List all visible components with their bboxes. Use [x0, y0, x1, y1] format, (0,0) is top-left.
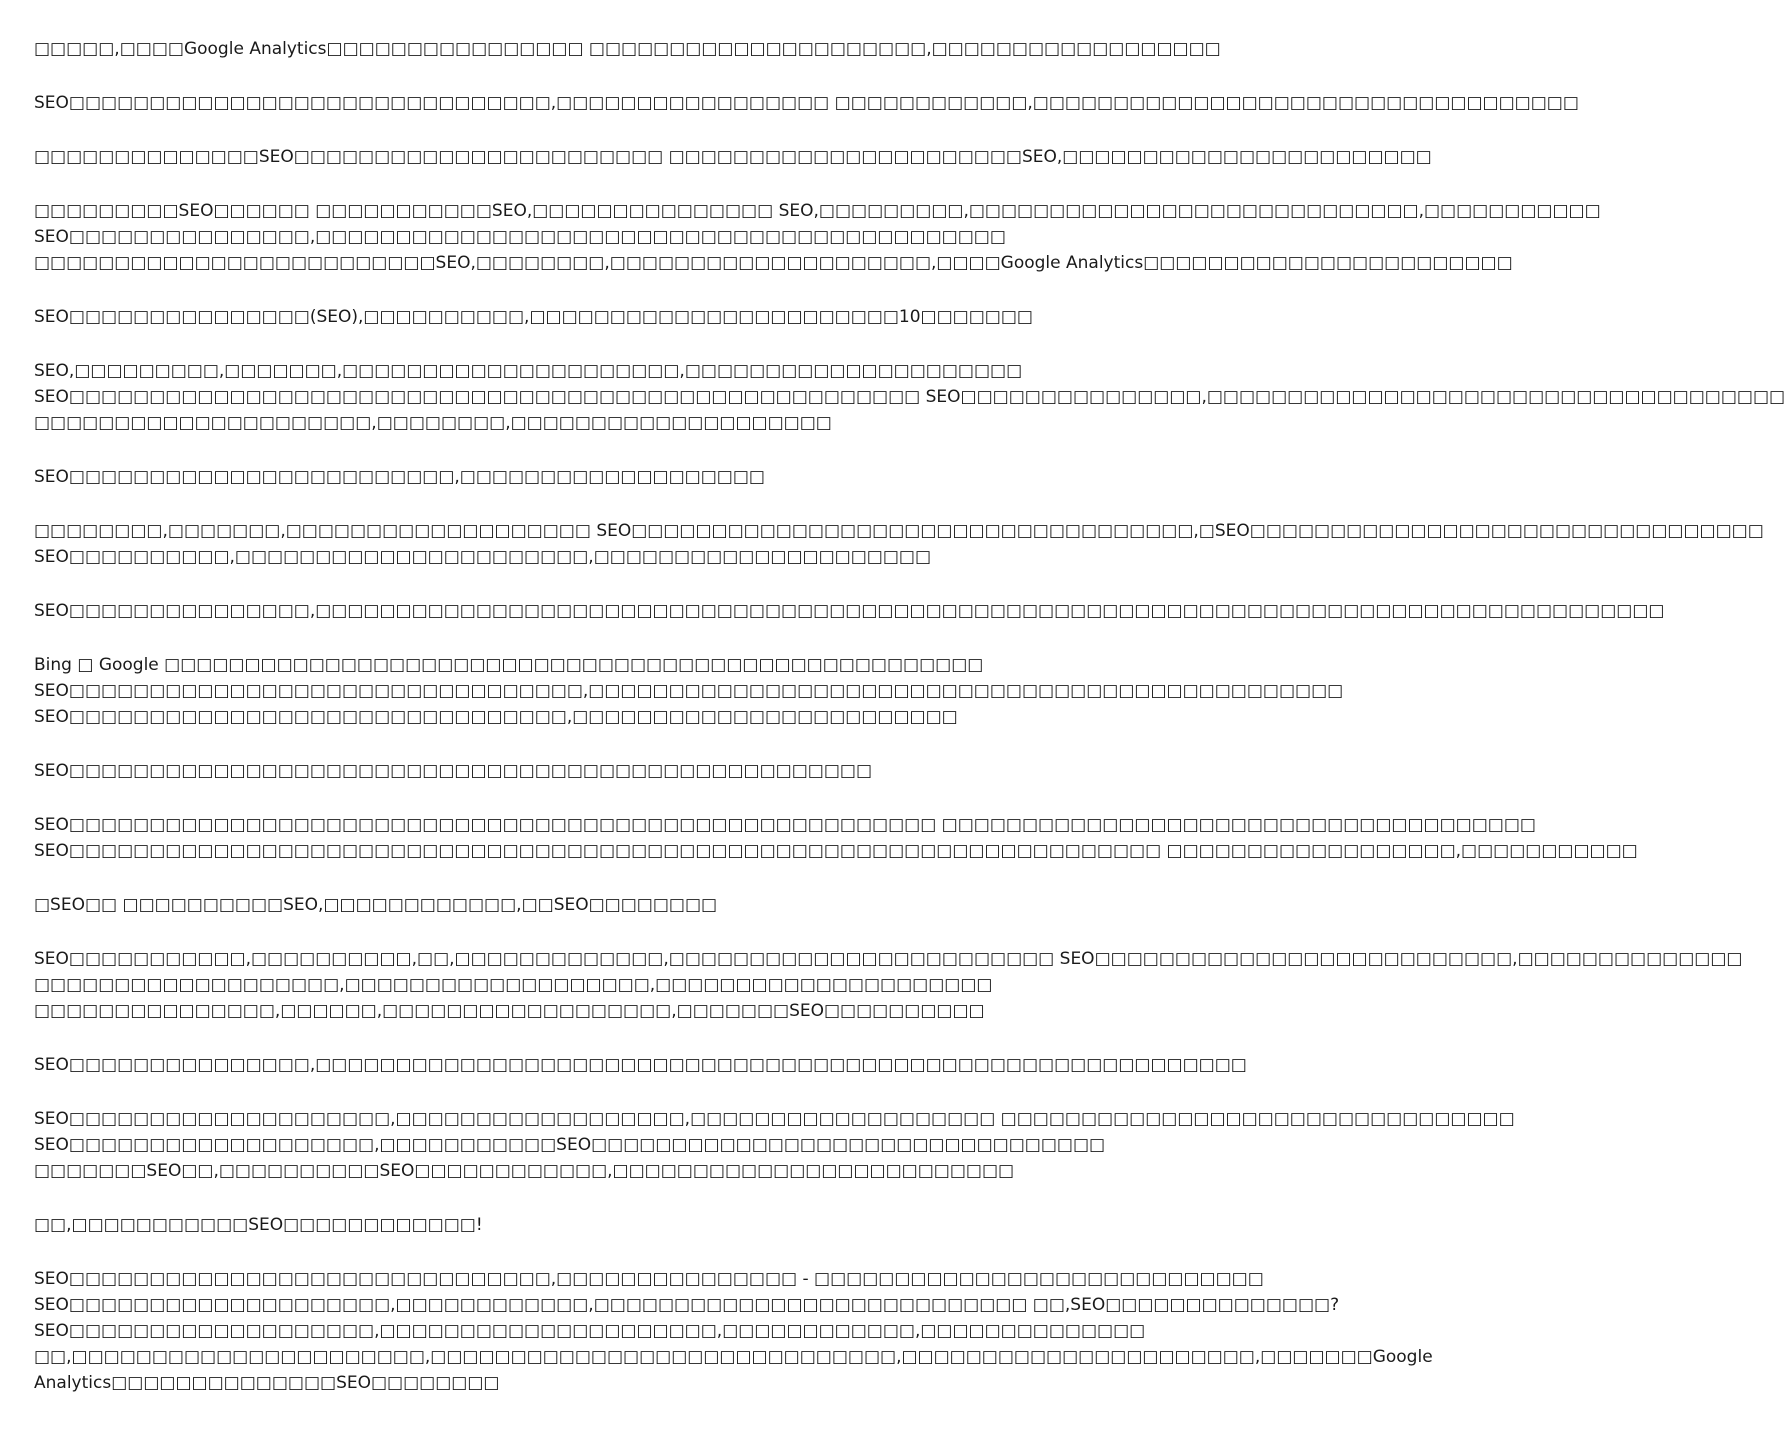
text-line: SEO□□□□□□□□□□□,□□□□□□□□□□,□□,□□□□□□□□□□□□□,□□□□□□□□□□□□□□□□□□□□□□□□ SEO□□□□□□□□□□□□□□□□□□□□□□□□□□,□□□□□□□□□□□□□□ — [34, 949, 1743, 969]
paragraph — [34, 598, 1665, 624]
text-line: □SEO□□ □□□□□□□□□□SEO,□□□□□□□□□□□□,□□SEO□□□□□□□□ — [34, 895, 718, 915]
paragraph — [34, 892, 984, 918]
paragraph — [34, 198, 1601, 276]
text-line: □□,□□□□□□□□□□□□□□□□□□□□□□,□□□□□□□□□□□□□□□□□□□□□□□□□□□□□,□□□□□□□□□□□□□□□□□□□□□□,□□□□□□□Google — [34, 1347, 1433, 1367]
paragraph — [34, 1052, 1247, 1078]
text-line: SEO□□□□□□□□□□□□□□□,□□□□□□□□□□□□□□□□□□□□□□□□□□□□□□□□□□□□□□□□□□□ — [34, 227, 1006, 247]
text-line: □□□□□□□□□SEO□□□□□□ □□□□□□□□□□□SEO,□□□□□□□□□□□□□□□ SEO,□□□□□□□□□,□□□□□□□□□□□□□□□□□□□□□□□□□□□□,□□□□□□□□□□□ — [34, 201, 1601, 221]
paragraph — [34, 90, 1579, 116]
text-line: SEO□□□□□□□□□□□□□□□□□□□□□□□□□□□□□□□,□□□□□□□□□□□□□□□□□□□□□□□□ — [34, 707, 958, 727]
paragraph — [34, 652, 1344, 730]
text-line: SEO□□□□□□□□□□□□□□□□□□□□□□□□□□□□□□,□□□□□□□□□□□□□□□□□ □□□□□□□□□□□□,□□□□□□□□□□□□□□□□□□□□□□□□□□□□□□□□□□ — [34, 93, 1579, 113]
text-line: SEO□□□□□□□□□□□□□□□□□□□□□□□□□□□□□□□□□□□□□□□□□□□□□□□□□□□□□ SEO□□□□□□□□□□□□□□□,□□□□□□□□□□□□□□□□□□□□□□□□□□□□□□□□□□□□ — [34, 387, 1785, 407]
document-body — [34, 36, 1785, 1424]
text-line: SEO□□□□□□□□□□□□□□□□□□□□□□□□□□□□□□□□□□□□□□□□□□□□□□□□□□□□□□ □□□□□□□□□□□□□□□□□□□□□□□□□□□□□□□□□□□□□ — [34, 815, 1536, 835]
paragraph — [34, 518, 1764, 570]
text-line: □□□□□,□□□□Google Analytics□□□□□□□□□□□□□□□□ □□□□□□□□□□□□□□□□□□□□□,□□□□□□□□□□□□□□□□□□ — [34, 39, 1221, 59]
text-line: SEO□□□□□□□□□□□□□□□□□□□□□□□□□□□□□□□□□□□□□□□□□□□□□□□□□□ — [34, 761, 873, 781]
paragraph — [34, 464, 984, 490]
text-line: SEO□□□□□□□□□□□□□□□,□□□□□□□□□□□□□□□□□□□□□□□□□□□□□□□□□□□□□□□□□□□□□□□□□□□□□□□□□□□□□□□□□□□□□□□□□□□□□□□□□□□□ — [34, 601, 1665, 621]
paragraph — [34, 1106, 1515, 1184]
text-line: SEO□□□□□□□□□□□□□□□□□□□,□□□□□□□□□□□□□□□□□□□□□,□□□□□□□□□□□□,□□□□□□□□□□□□□□ — [34, 1321, 1146, 1341]
paragraph — [34, 812, 1638, 864]
text-line: □□□□□□□□□□□□□□□□□□□,□□□□□□□□□□□□□□□□□□□,□□□□□□□□□□□□□□□□□□□□□ — [34, 975, 993, 995]
text-line: SEO□□□□□□□□□□□□□□□□□□□□□□□□,□□□□□□□□□□□□□□□□□□□ — [34, 467, 765, 487]
paragraph — [34, 36, 1221, 62]
text-line: □□□□□□□□,□□□□□□□,□□□□□□□□□□□□□□□□□□□ SEO□□□□□□□□□□□□□□□□□□□□□□□□□□□□□□□□□□□,□SEO□□□□□□□□□□□□□□□□□□□□□□□□□□□□□□□□ — [34, 521, 1764, 541]
text-line: SEO□□□□□□□□□□□□□□□□□□□□□□□□□□□□□□□□,□□□□□□□□□□□□□□□□□□□□□□□□□□□□□□□□□□□□□□□□□□□□□□□ — [34, 681, 1344, 701]
text-line: SEO,□□□□□□□□□,□□□□□□□,□□□□□□□□□□□□□□□□□□□□□,□□□□□□□□□□□□□□□□□□□□□ — [34, 361, 1023, 381]
text-line: Analytics□□□□□□□□□□□□□□SEO□□□□□□□□ — [34, 1373, 500, 1393]
paragraph — [34, 304, 1033, 330]
paragraph — [34, 358, 1785, 436]
text-line: SEO□□□□□□□□□□,□□□□□□□□□□□□□□□□□□□□□□,□□□□□□□□□□□□□□□□□□□□□ — [34, 547, 932, 567]
text-line: SEO□□□□□□□□□□□□□□□(SEO),□□□□□□□□□□,□□□□□□□□□□□□□□□□□□□□□□□10□□□□□□□ — [34, 307, 1033, 327]
text-line: Bing □ Google □□□□□□□□□□□□□□□□□□□□□□□□□□□□□□□□□□□□□□□□□□□□□□□□□□□ — [34, 655, 984, 675]
text-line: SEO□□□□□□□□□□□□□□□,□□□□□□□□□□□□□□□□□□□□□□□□□□□□□□□□□□□□□□□□□□□□□□□□□□□□□□□□□□ — [34, 1055, 1247, 1075]
paragraph — [34, 144, 1432, 170]
text-line: SEO□□□□□□□□□□□□□□□□□□□,□□□□□□□□□□□SEO□□□□□□□□□□□□□□□□□□□□□□□□□□□□□□□□ — [34, 1135, 1106, 1155]
text-line: SEO□□□□□□□□□□□□□□□□□□□□,□□□□□□□□□□□□□□□□□□,□□□□□□□□□□□□□□□□□□□ □□□□□□□□□□□□□□□□□□□□□□□□□□□□□□□□ — [34, 1109, 1515, 1129]
paragraph — [34, 1266, 1433, 1396]
text-line: □□□□□□□SEO□□,□□□□□□□□□□SEO□□□□□□□□□□□□,□□□□□□□□□□□□□□□□□□□□□□□□□ — [34, 1161, 1015, 1181]
paragraph — [34, 758, 984, 784]
text-line: □□□□□□□□□□□□□□□,□□□□□□,□□□□□□□□□□□□□□□□□□,□□□□□□□SEO□□□□□□□□□□ — [34, 1001, 985, 1021]
paragraph — [34, 946, 1743, 1024]
text-line: □□□□□□□□□□□□□□□□□□□□□,□□□□□□□□,□□□□□□□□□□□□□□□□□□□□ — [34, 413, 832, 433]
text-line: □□□□□□□□□□□□□□□□□□□□□□□□□SEO,□□□□□□□□,□□□□□□□□□□□□□□□□□□□□,□□□□Google Analytics□□□□□□□□□□□□□□□□□□□□□□□ — [34, 253, 1513, 273]
text-line: □□,□□□□□□□□□□□SEO□□□□□□□□□□□□! — [34, 1215, 483, 1235]
text-line: SEO□□□□□□□□□□□□□□□□□□□□□□□□□□□□□□,□□□□□□□□□□□□□□□ - □□□□□□□□□□□□□□□□□□□□□□□□□□□□ — [34, 1269, 1264, 1289]
paragraph — [34, 1212, 984, 1238]
text-line: □□□□□□□□□□□□□□SEO□□□□□□□□□□□□□□□□□□□□□□□ □□□□□□□□□□□□□□□□□□□□□□SEO,□□□□□□□□□□□□□□□□□□□□□□□ — [34, 147, 1432, 167]
text-line: SEO□□□□□□□□□□□□□□□□□□□□,□□□□□□□□□□□□,□□□□□□□□□□□□□□□□□□□□□□□□□□□ □□,SEO□□□□□□□□□□□□□□? — [34, 1295, 1340, 1315]
text-line: SEO□□□□□□□□□□□□□□□□□□□□□□□□□□□□□□□□□□□□□□□□□□□□□□□□□□□□□□□□□□□□□□□□□□□□ □□□□□□□□□□□□□□□□□□,□□□□□□□□□□□ — [34, 841, 1638, 861]
